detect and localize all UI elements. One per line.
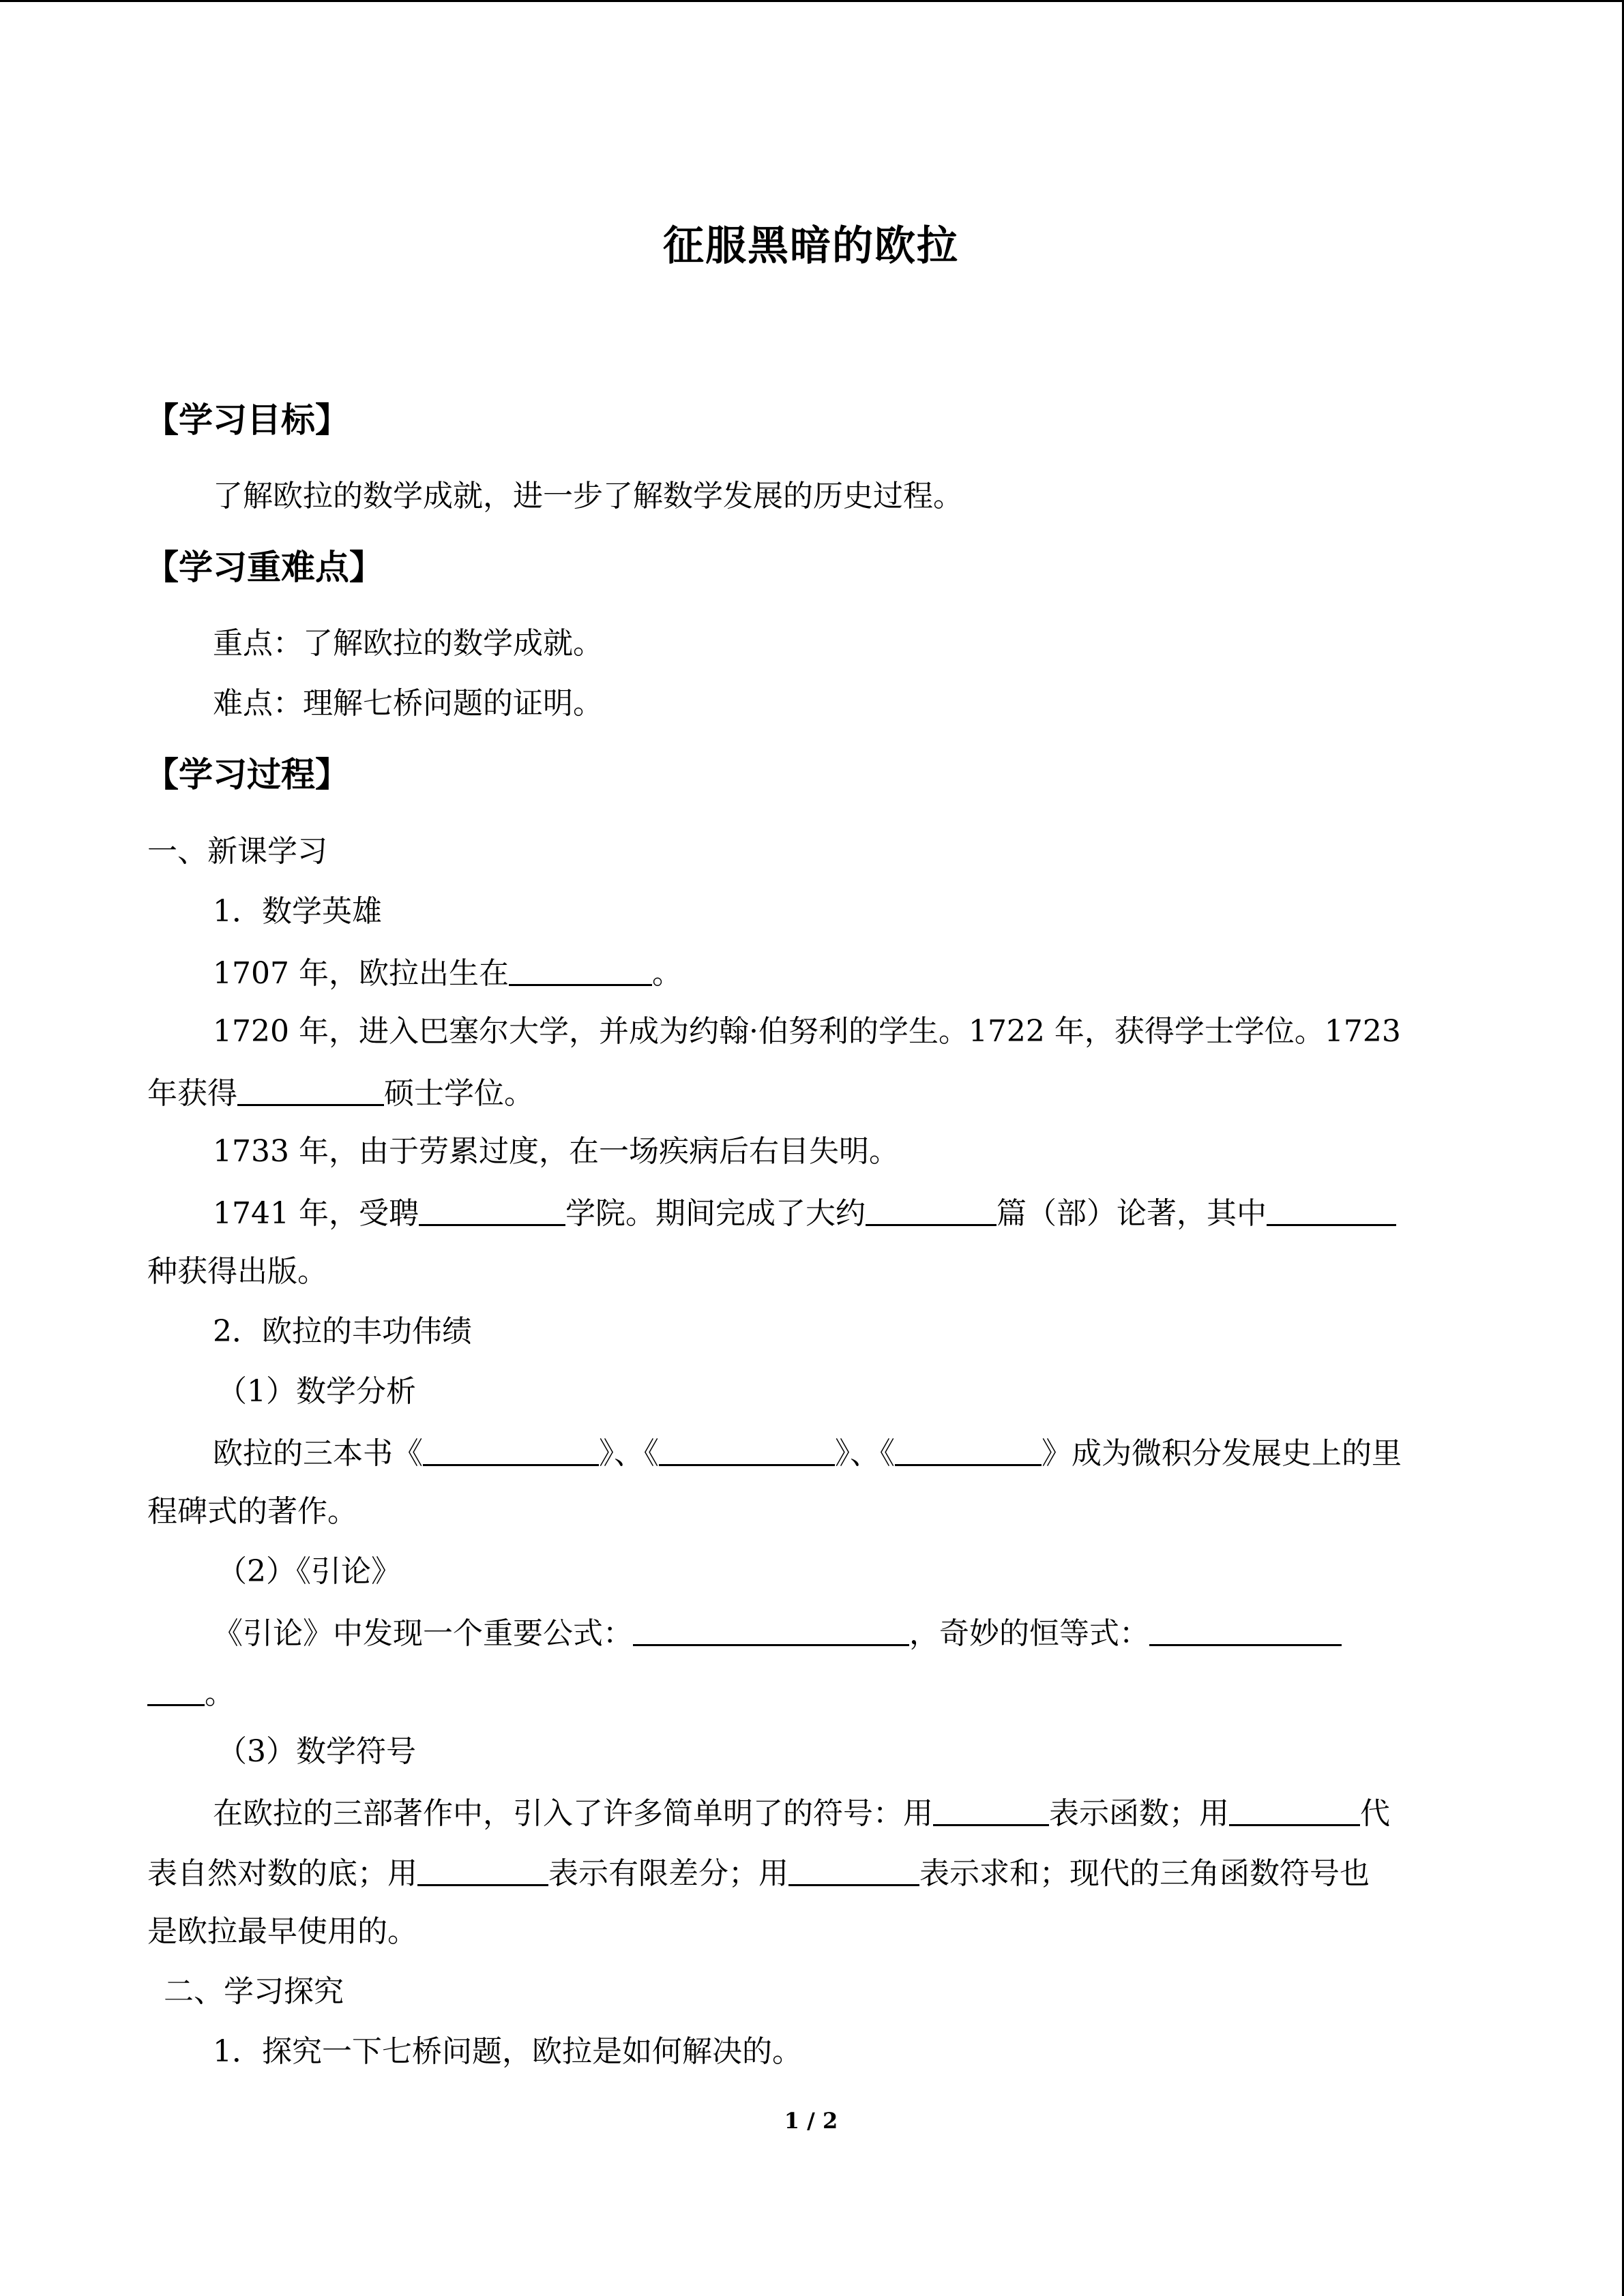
masters-end: 硕士学位。	[384, 1076, 534, 1111]
symbols-line-3: 是欧拉最早使用的。	[147, 1914, 417, 1949]
academy-text-a: 1741 年，受聘	[213, 1196, 419, 1231]
sub3-heading: （3）数学符号	[217, 1734, 416, 1769]
heading-key-points: 【学习重难点】	[145, 547, 383, 587]
sub1-heading: （1）数学分析	[217, 1374, 416, 1409]
academy-text-b: 学院。期间完成了大约	[565, 1196, 866, 1231]
birth-end: 。	[651, 956, 682, 991]
symbols-text-f: 表示求和；现代的三角函数符号也	[919, 1856, 1370, 1891]
academy-text-c: 篇（部）论著，其中	[996, 1196, 1267, 1231]
blank-e-symbol[interactable]	[1229, 1797, 1360, 1826]
books-line	[213, 1437, 1402, 1469]
formula-text-b: ，奇妙的恒等式：	[909, 1616, 1149, 1651]
academy-line	[213, 1197, 1396, 1229]
page-title: 征服黑暗的欧拉	[663, 222, 959, 270]
blank-book-2[interactable]	[659, 1437, 835, 1466]
blank-book-1[interactable]	[423, 1437, 599, 1466]
masters-text: 年获得	[147, 1076, 237, 1111]
blank-published-count[interactable]	[1267, 1197, 1396, 1226]
heading-learning-process: 【学习过程】	[145, 754, 349, 794]
published-line: 种获得出版。	[147, 1254, 327, 1289]
symbols-line-2	[147, 1857, 1370, 1889]
blank-birthplace[interactable]	[509, 957, 652, 986]
symbols-text-b: 表示函数；用	[1049, 1796, 1229, 1831]
sub2-heading: （2）《引论》	[217, 1554, 401, 1589]
key-point-text: 重点：了解欧拉的数学成就。	[213, 626, 603, 661]
formula-text-a: 《引论》中发现一个重要公式：	[213, 1616, 633, 1651]
symbols-text-d: 表自然对数的底；用	[147, 1856, 417, 1891]
birth-line	[213, 957, 682, 989]
blank-works-count[interactable]	[866, 1197, 996, 1226]
blank-masters-year[interactable]	[237, 1077, 384, 1106]
blindness-line: 1733 年，由于劳累过度，在一场疾病后右目失明。	[213, 1134, 899, 1169]
part1-heading: 一、新课学习	[147, 834, 327, 869]
blank-academy[interactable]	[419, 1197, 565, 1226]
books-text-b: 》、《	[599, 1436, 659, 1471]
difficulty-text: 难点：理解七桥问题的证明。	[213, 686, 603, 721]
symbols-text-c: 代	[1360, 1796, 1390, 1831]
item1-heading: 1．数学英雄	[213, 894, 382, 929]
goals-text: 了解欧拉的数学成就，进一步了解数学发展的历史过程。	[213, 479, 963, 513]
books-text-d: 》成为微积分发展史上的里	[1042, 1436, 1402, 1471]
university-line: 1720 年，进入巴塞尔大学，并成为约翰·伯努利的学生。1722 年，获得学士学位。1723	[213, 1014, 1401, 1049]
item3-question: 1．探究一下七桥问题，欧拉是如何解决的。	[213, 2034, 802, 2069]
symbols-line	[213, 1797, 1390, 1829]
page-number: 1 / 2	[784, 2108, 838, 2134]
milestone-line: 程碑式的著作。	[147, 1494, 357, 1529]
books-text-c: 》、《	[835, 1436, 895, 1471]
symbols-text-e: 表示有限差分；用	[548, 1856, 788, 1891]
formula-line	[213, 1617, 1342, 1649]
blank-sum-symbol[interactable]	[788, 1857, 919, 1886]
blank-book-3[interactable]	[895, 1437, 1042, 1466]
blank-formula[interactable]	[633, 1617, 909, 1646]
symbols-text-a: 在欧拉的三部著作中，引入了许多简单明了的符号：用	[213, 1796, 933, 1831]
blank-function-symbol[interactable]	[933, 1797, 1049, 1826]
masters-line	[147, 1077, 534, 1109]
blank-identity-continued[interactable]	[147, 1677, 205, 1706]
identity-end: 。	[205, 1676, 235, 1711]
blank-identity[interactable]	[1149, 1617, 1342, 1646]
books-text-a: 欧拉的三本书《	[213, 1436, 423, 1471]
birth-text: 1707 年，欧拉出生在	[213, 956, 509, 991]
part2-heading: 二、学习探究	[164, 1974, 344, 2009]
blank-difference-symbol[interactable]	[417, 1857, 548, 1886]
identity-continued-line	[147, 1677, 235, 1709]
item2-heading: 2．欧拉的丰功伟绩	[213, 1314, 472, 1349]
heading-learning-goals: 【学习目标】	[145, 400, 349, 440]
